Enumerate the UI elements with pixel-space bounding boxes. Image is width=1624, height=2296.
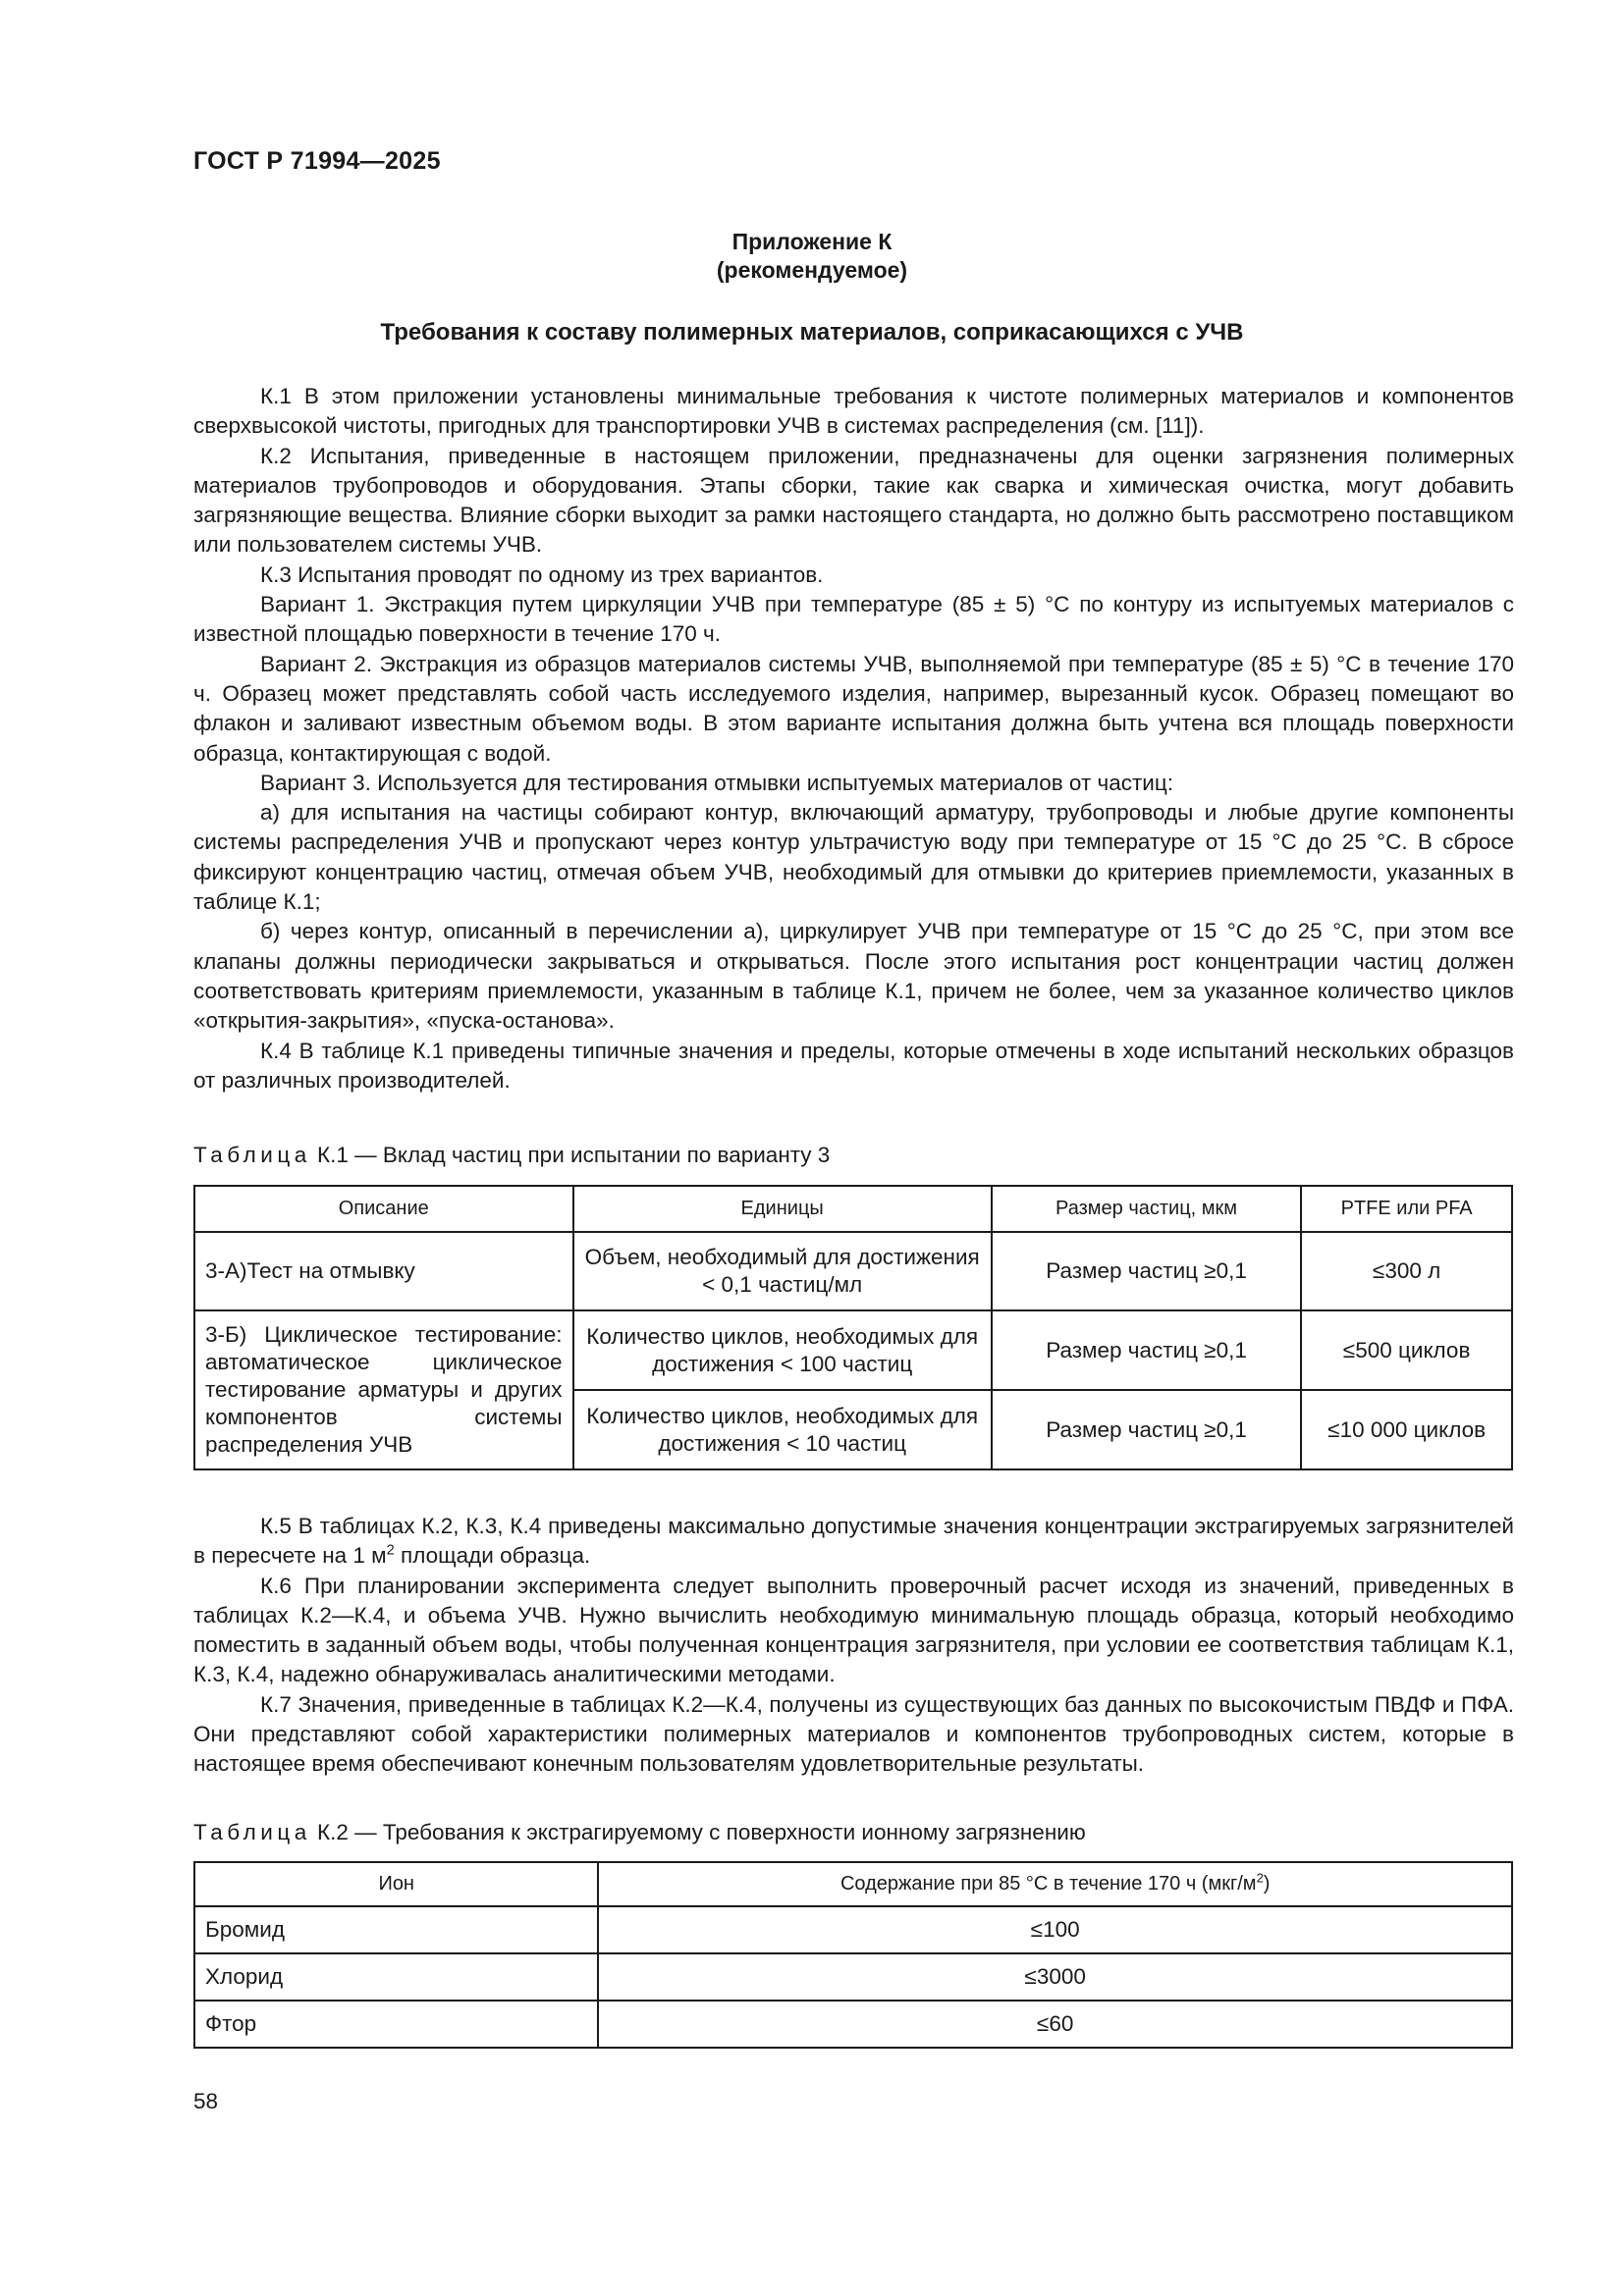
table1-cell-units: Объем, необходимый для достижения < 0,1 частиц/мл	[573, 1232, 992, 1310]
paragraph-k1: К.1 В этом приложении установлены минимальные требования к чистоте полимерных материалов и компонентов сверхвысокой чистоты, пригодных для транспортировки УЧВ в системах распределения (см. [11]).	[193, 384, 1514, 439]
table1-caption-text: К.1 — Вклад частиц при испытании по варианту 3	[317, 1143, 831, 1167]
table1-cell-value: ≤500 циклов	[1301, 1310, 1512, 1390]
paragraph-k5	[193, 1512, 1514, 1572]
table2-header-row	[194, 1862, 1512, 1906]
table1-cell-desc: 3-Б) Циклическое тестирование: автоматическое циклическое тестирование арматуры и других компонентов системы распределения УЧВ	[194, 1310, 573, 1469]
table2-cell-ion: Фтор	[194, 2001, 598, 2048]
table-row	[194, 1232, 1512, 1310]
table2-caption-text: К.2 — Требования к экстрагируемому с поверхности ионному загрязнению	[317, 1820, 1086, 1844]
table2-header-content-end: )	[1263, 1873, 1271, 1895]
paragraph-k7: К.7 Значения, приведенные в таблицах К.2—К.4, получены из существующих баз данных по высокочистым ПВДФ и ПФА. Они представляют собой характеристики полимерных материалов и компонентов трубопроводных систем, которые в настоящее время обеспечивают конечным пользователям удовлетворительные результаты.	[193, 1691, 1514, 1777]
table2-header-content-text: Содержание при 85 °C в течение 170 ч (мкг/м	[839, 1873, 1257, 1895]
paragraph-k3: К.3 Испытания проводят по одному из трех вариантов.	[260, 561, 824, 587]
table-row	[194, 1953, 1512, 2001]
table2-cell-value: ≤3000	[598, 1953, 1512, 2001]
appendix-heading: Требования к составу полимерных материалов, соприкасающихся с УЧВ	[380, 319, 1244, 346]
paragraph-variant-3: Вариант 3. Используется для тестирования отмывки испытуемых материалов от частиц:	[260, 770, 1173, 795]
table1-cell-units: Количество циклов, необходимых для достижения < 100 частиц	[573, 1310, 992, 1390]
appendix-title: Приложение К	[731, 229, 893, 254]
paragraph-k2: К.2 Испытания, приведенные в настоящем приложении, предназначены для оценки загрязнения полимерных материалов трубопроводов и оборудования. Этапы сборки, такие как сварка и химическая очистка, могут добавить загрязняющие вещества. Влияние сборки выходит за рамки настоящего стандарта, но должно быть рассмотрено поставщиком или пользователем системы УЧВ.	[193, 443, 1514, 558]
table2-caption	[193, 1820, 1086, 1845]
table1-header-size: Размер частиц, мкм	[992, 1186, 1301, 1232]
table-row	[194, 1906, 1512, 1953]
document-code: ГОСТ Р 71994—2025	[193, 147, 441, 175]
paragraph-k5-text: К.5 В таблицах К.2, К.3, К.4 приведены максимально допустимые значения концентрации экстрагируемых загрязнителей в пересчете на 1 м	[193, 1514, 1514, 1569]
table2-header-content	[598, 1862, 1512, 1906]
table2-cell-ion: Бромид	[194, 1906, 598, 1953]
table-ion-contamination	[193, 1861, 1513, 2049]
superscript: 2	[386, 1542, 395, 1559]
table-row	[194, 2001, 1512, 2048]
table1-cell-units: Количество циклов, необходимых для достижения < 10 частиц	[573, 1390, 992, 1469]
table2-cell-ion: Хлорид	[194, 1953, 598, 2001]
table-particles	[193, 1185, 1513, 1470]
table2-caption-label: Таблица	[193, 1820, 311, 1844]
table1-cell-size: Размер частиц ≥0,1	[992, 1310, 1301, 1390]
superscript: 2	[1256, 1870, 1264, 1886]
paragraph-k6: К.6 При планировании эксперимента следует выполнить проверочный расчет исходя из значений, приведенных в таблицах К.2—К.4, и объема УЧВ. Нужно вычислить необходимую минимальную площадь образца, который необходимо поместить в заданный объем воды, чтобы полученная концентрация загрязнителя, при условии ее соответствия таблицам К.1, К.3, К.4, надежно обнаруживалась аналитическими методами.	[193, 1573, 1514, 1687]
paragraph-item-b: б) через контур, описанный в перечислении а), циркулирует УЧВ при температуре от 15 °C до 25 °C, при этом все клапаны должны периодически закрываться и открываться. После этого испытания рост концентрации частиц должен соответствовать критериям приемлемости, указанным в таблице К.1, причем не более, чем за указанное количество циклов «открытия-закрытия», «пуска-останова».	[193, 919, 1514, 1034]
body-text-mid	[193, 1512, 1514, 1780]
paragraph-variant-1: Вариант 1. Экстракция путем циркуляции УЧВ при температуре (85 ± 5) °C по контуру из испытуемых материалов с известной площадью поверхности в течение 170 ч.	[193, 592, 1514, 647]
table2-cell-value: ≤100	[598, 1906, 1512, 1953]
table1-cell-desc: 3-А)Тест на отмывку	[194, 1232, 573, 1310]
table1-caption-label: Таблица	[193, 1143, 311, 1167]
paragraph-variant-2: Вариант 2. Экстракция из образцов материалов системы УЧВ, выполняемой при температуре (85 ± 5) °C в течение 170 ч. Образец может представлять собой часть исследуемого изделия, например, вырезанный кусок. Образец помещают во флакон и заливают известным объемом воды. В этом варианте испытания должна быть учтена вся площадь поверхности образца, контактирующая с водой.	[193, 651, 1514, 766]
table1-header-units: Единицы	[573, 1186, 992, 1232]
table1-header-material: PTFE или PFA	[1301, 1186, 1512, 1232]
table-row	[194, 1310, 1512, 1390]
paragraph-k5-end: площади образца.	[394, 1543, 591, 1569]
table1-cell-size: Размер частиц ≥0,1	[992, 1232, 1301, 1310]
table2-header-ion: Ион	[194, 1862, 598, 1906]
table2-cell-value: ≤60	[598, 2001, 1512, 2048]
table1-header-description: Описание	[194, 1186, 573, 1232]
table1-caption	[193, 1143, 830, 1168]
table1-cell-size: Размер частиц ≥0,1	[992, 1390, 1301, 1469]
table1-cell-value: ≤10 000 циклов	[1301, 1390, 1512, 1469]
paragraph-k4: К.4 В таблице К.1 приведены типичные значения и пределы, которые отмечены в ходе испытаний нескольких образцов от различных производителей.	[193, 1038, 1514, 1093]
page-number: 58	[193, 2089, 219, 2113]
appendix-subtitle: (рекомендуемое)	[716, 257, 908, 283]
body-text-top	[193, 382, 1514, 1095]
table1-header-row	[194, 1186, 1512, 1232]
paragraph-item-a: а) для испытания на частицы собирают контур, включающий арматуру, трубопроводы и любые другие компоненты системы распределения УЧВ и пропускают через контур ультрачистую воду при температуре от 15 °C до 25 °C. В сбросе фиксируют концентрацию частиц, отмечая объем УЧВ, необходимый для отмывки до критериев приемлемости, указанных в таблице К.1;	[193, 800, 1514, 915]
table1-cell-value: ≤300 л	[1301, 1232, 1512, 1310]
